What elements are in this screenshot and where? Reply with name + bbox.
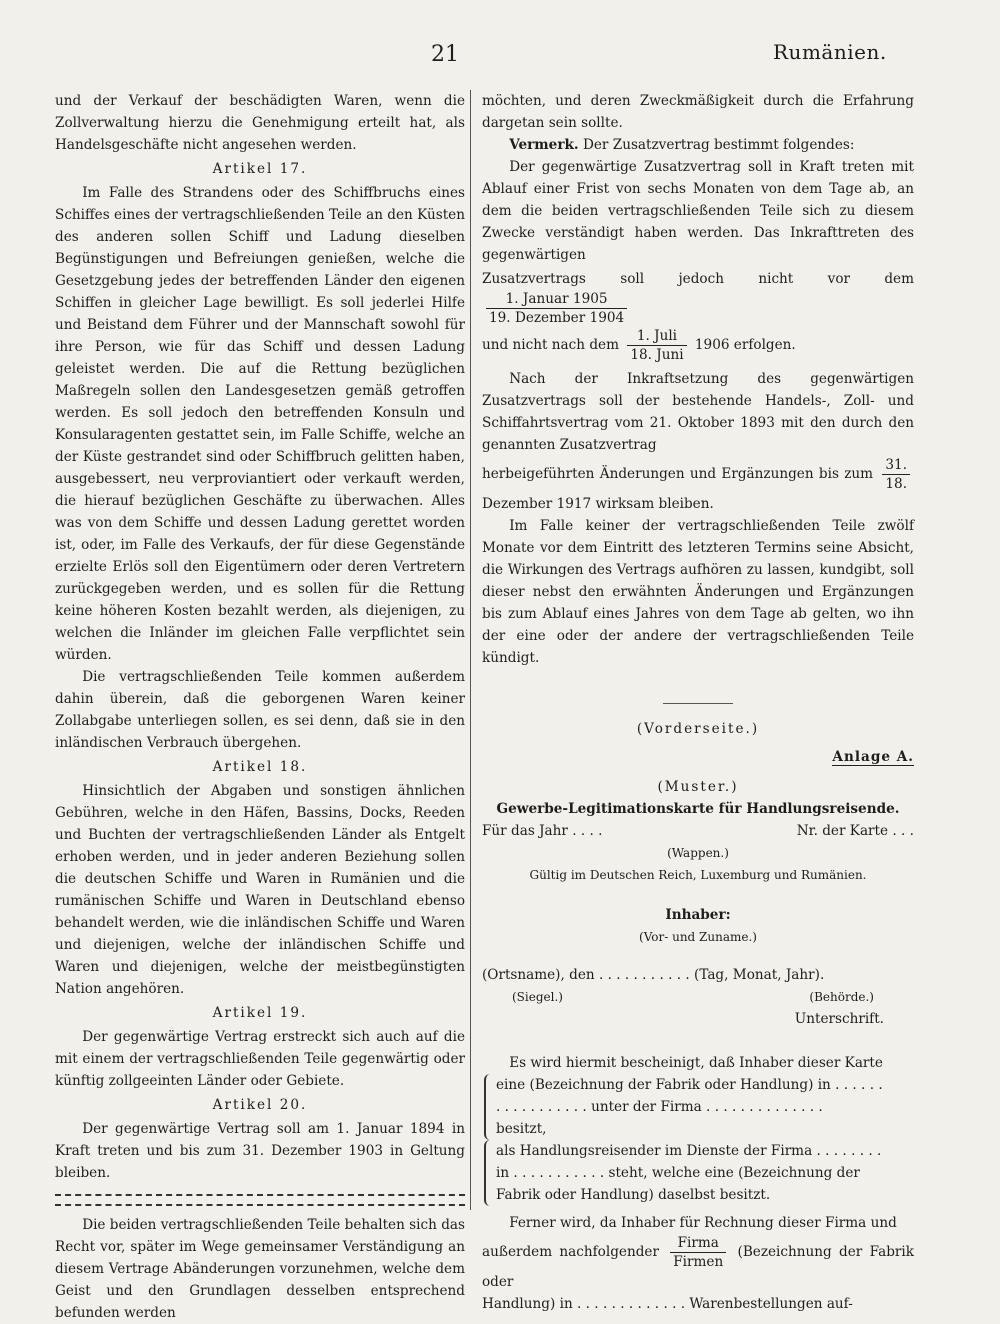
short-rule [663, 703, 733, 704]
article-19-text: Der gegenwärtige Vertrag erstreckt sich auch auf die mit einem der vertragschließenden Teile gegenwärtig oder künftig zollgeeinten Länder oder Gebiete. [55, 1029, 465, 1089]
vorderseite-label: (Vorderseite.) [636, 721, 760, 737]
fraction-numerator: 1. Januar 1905 [486, 290, 627, 309]
further-fraction-line [482, 1234, 914, 1293]
certificate-line: in . . . . . . . . . . . steht, welche eine (Bezeichnung der [496, 1165, 860, 1181]
text-fragment: 1906 erfolgen. [694, 337, 796, 353]
page-number: 21 [431, 42, 459, 67]
date-fraction [486, 290, 627, 327]
vermerk-label: Vermerk. [509, 137, 579, 153]
brace-group-1 [484, 1074, 914, 1140]
article-17-text-2: Die vertragschließenden Teile kommen außerdem dahin überein, daß die geborgenen Waren keiner Zollabgabe unterliegen sollen, es sei denn, daß sie in den inländischen Verbrauch übergehen. [55, 669, 465, 751]
further-text: Ferner wird, da Inhaber für Rechnung dieser Firma und [509, 1215, 897, 1231]
date-fraction [627, 327, 686, 364]
text-fragment: Dezember 1917 wirksam bleiben. [482, 496, 714, 512]
article-20-heading: Artikel 20. [212, 1097, 308, 1113]
fraction-denominator: 18. Juni [630, 347, 684, 363]
paragraph: Im Falle keiner der vertragschließenden Teile zwölf Monate vor dem Eintritt des letzteren Termins seine Absicht, die Wirkungen des Vertrags aufhören zu lassen, kundgibt, soll dieser nebst den erwähnten Änderungen und Ergänzungen bis zum Ablauf eines Jahres von dem Tage ab gelten, wo ihn der eine oder der andere der vertragschließenden Teile kündigt. [482, 518, 914, 666]
certificate-text: Es wird hiermit bescheinigt, daß Inhaber dieser Karte [509, 1055, 883, 1071]
firm-fraction [670, 1234, 726, 1271]
fraction-denominator: Firmen [673, 1254, 724, 1270]
authority-label: (Behörde.) [809, 990, 874, 1004]
text-fragment: Zusatzvertrags soll jedoch nicht vor dem [482, 271, 914, 287]
signature-label: Unterschrift. [794, 1011, 884, 1027]
column-divider [470, 90, 471, 1210]
certificate-line: als Handlungsreisender im Dienste der Firma . . . . . . . . [496, 1143, 882, 1159]
dashed-separator [55, 1204, 465, 1206]
year-field: Für das Jahr . . . . [482, 823, 603, 839]
article-19-heading: Artikel 19. [212, 1005, 308, 1021]
article-20-text: Der gegenwärtige Vertrag soll am 1. Januar 1894 in Kraft treten und bis zum 31. Dezember 1903 in Geltung bleiben. [55, 1121, 465, 1181]
fraction-numerator: 1. Juli [627, 327, 686, 346]
paragraph-fraction-line [482, 268, 914, 327]
further-text: Handlung) in . . . . . . . . . . . . . Warenbestellungen auf- [482, 1296, 853, 1312]
certificate-line: . . . . . . . . . . . unter der Firma . . . . . . . . . . . . . . [496, 1099, 823, 1115]
vermerk-text: Der Zusatzvertrag bestimmt folgendes: [582, 137, 855, 153]
muster-label: (Muster.) [657, 779, 739, 795]
fraction-denominator: 18. [885, 476, 908, 492]
name-label: (Vor- und Zuname.) [639, 930, 757, 944]
card-year-row [482, 820, 914, 842]
article-18-heading: Artikel 18. [212, 759, 308, 775]
card-title: Gewerbe-Legitimationskarte für Handlungsreisende. [496, 801, 900, 817]
paragraph-fraction-line [482, 456, 914, 515]
text-fragment: außerdem nachfolgender [482, 1244, 659, 1260]
article-20-text-2: Die beiden vertragschließenden Teile behalten sich das Recht vor, später im Wege gemeinsamer Verständigung an diesem Vertrage Abänderungen vorzunehmen, welche dem Geist und den Grundlagen desselben entsprechend befunden werden [55, 1217, 465, 1321]
article-17-text: Im Falle des Strandens oder des Schiffbruchs eines Schiffes eines der vertragschließenden Teile an den Küsten des anderen sollen Schiff und Ladung dieselben Begünstigungen und Befreiungen genießen, welche die Gesetzgebung jedes der betreffenden Länder den eigenen Schiffen in gleicher Lage bewilligt. Es soll jederlei Hilfe und Beistand dem Führer und der Mannschaft sowohl für ihre Person, wie für das Schiff und dessen Ladung geleistet werden. Die auf die Rettung bezüglichen Maßregeln sollen den Landesgesetzen gemäß getroffen werden. Es soll jedoch den betreffenden Konsuln und Konsularagenten gestattet sein, im Falle Schiffe, welche an der Küste gestrandet sind oder Schiffbruch gelitten haben, ausgebessert, neu verproviantiert oder verkauft werden, die hierauf bezüglichen Geschäfte zu überwachen. Alles was von dem Schiffe und dessen Ladung gerettet worden ist, oder, im Falle des Verkaufs, der für diese Gegenstände erzielte Erlös soll den Eigentümern oder deren Vertretern zurückgegeben werden, und es sollen für die Rettung keine höheren Kosten bezahlt werden, als diejenigen, zu welchen die Inländer im gleichen Falle verpflichtet sein würden. [55, 185, 465, 663]
anlage-label [482, 746, 914, 768]
text-fragment: und nicht nach dem [482, 337, 619, 353]
seal-authority-row [482, 986, 914, 1008]
running-head: Rumänien. [773, 40, 887, 64]
certificate-line: eine (Bezeichnung der Fabrik oder Handlung) in . . . . . . [496, 1077, 883, 1093]
fraction-denominator: 19. Dezember 1904 [489, 310, 625, 326]
paragraph-fraction-line [482, 327, 914, 364]
inhaber-label: Inhaber: [665, 907, 731, 923]
anlage-text: Anlage A. [832, 749, 914, 765]
dashed-separator [55, 1194, 465, 1196]
fraction-numerator: Firma [670, 1234, 726, 1253]
date-fraction [882, 456, 910, 493]
text-fragment: (Bezeichnung der Fabrik oder [482, 1244, 914, 1290]
text-fragment: herbeigeführten Änderungen und Ergänzungen bis zum [482, 466, 874, 482]
fraction-numerator: 31. [882, 456, 910, 475]
article-17-heading: Artikel 17. [212, 161, 308, 177]
seal-label: (Siegel.) [512, 990, 563, 1004]
right-column [482, 90, 914, 1315]
vermerk [482, 134, 914, 156]
article-18-text: Hinsichtlich der Abgaben und sonstigen ähnlichen Gebühren, welche in den Häfen, Bassins, Docks, Reeden und Buchten der vertragschließenden Länder als Entgelt erhoben werden, und in jeder anderen Beziehung sollen die deutschen Schiffe und Waren in Rumänien und die rumänischen Schiffe und Waren in Deutschland ebenso behandelt werden, wie die inländischen Schiffe und Waren und diejenigen, welche der inländischen Schiffe und Waren und diejenigen, welche der meistbegünstigten Nation angehören. [55, 783, 465, 997]
paragraph-continuation: möchten, und deren Zweckmäßigkeit durch die Erfahrung dargetan sein sollte. [482, 93, 914, 131]
left-column [55, 90, 465, 1324]
brace-group-2 [484, 1140, 914, 1206]
certificate-line: besitzt, [496, 1121, 547, 1137]
certificate-line: Fabrik oder Handlung) daselbst besitzt. [496, 1187, 771, 1203]
wappen-label: (Wappen.) [667, 846, 729, 860]
paragraph-continuation: und der Verkauf der beschädigten Waren, wenn die Zollverwaltung hierzu die Genehmigung erteilt hat, als Handelsgeschäfte nicht angesehen werden. [55, 93, 465, 153]
validity-text: Gültig im Deutschen Reich, Luxemburg und Rumänien. [529, 868, 867, 882]
paragraph: Nach der Inkraftsetzung des gegenwärtigen Zusatzvertrags soll der bestehende Handels-, Zoll- und Schiffahrtsvertrag vom 21. Oktober 1893 mit den durch den genannten Zusatzvertrag [482, 371, 914, 453]
place-date-line: (Ortsname), den . . . . . . . . . . . (Tag, Monat, Jahr). [482, 967, 825, 983]
paragraph: Der gegenwärtige Zusatzvertrag soll in Kraft treten mit Ablauf einer Frist von sechs Monaten von dem Tage ab, an dem die beiden vertragschließenden Teile sich zu diesem Zwecke verständigt haben werden. Das Inkrafttreten des gegenwärtigen [482, 159, 914, 263]
card-number-field: Nr. der Karte . . . [796, 823, 914, 839]
